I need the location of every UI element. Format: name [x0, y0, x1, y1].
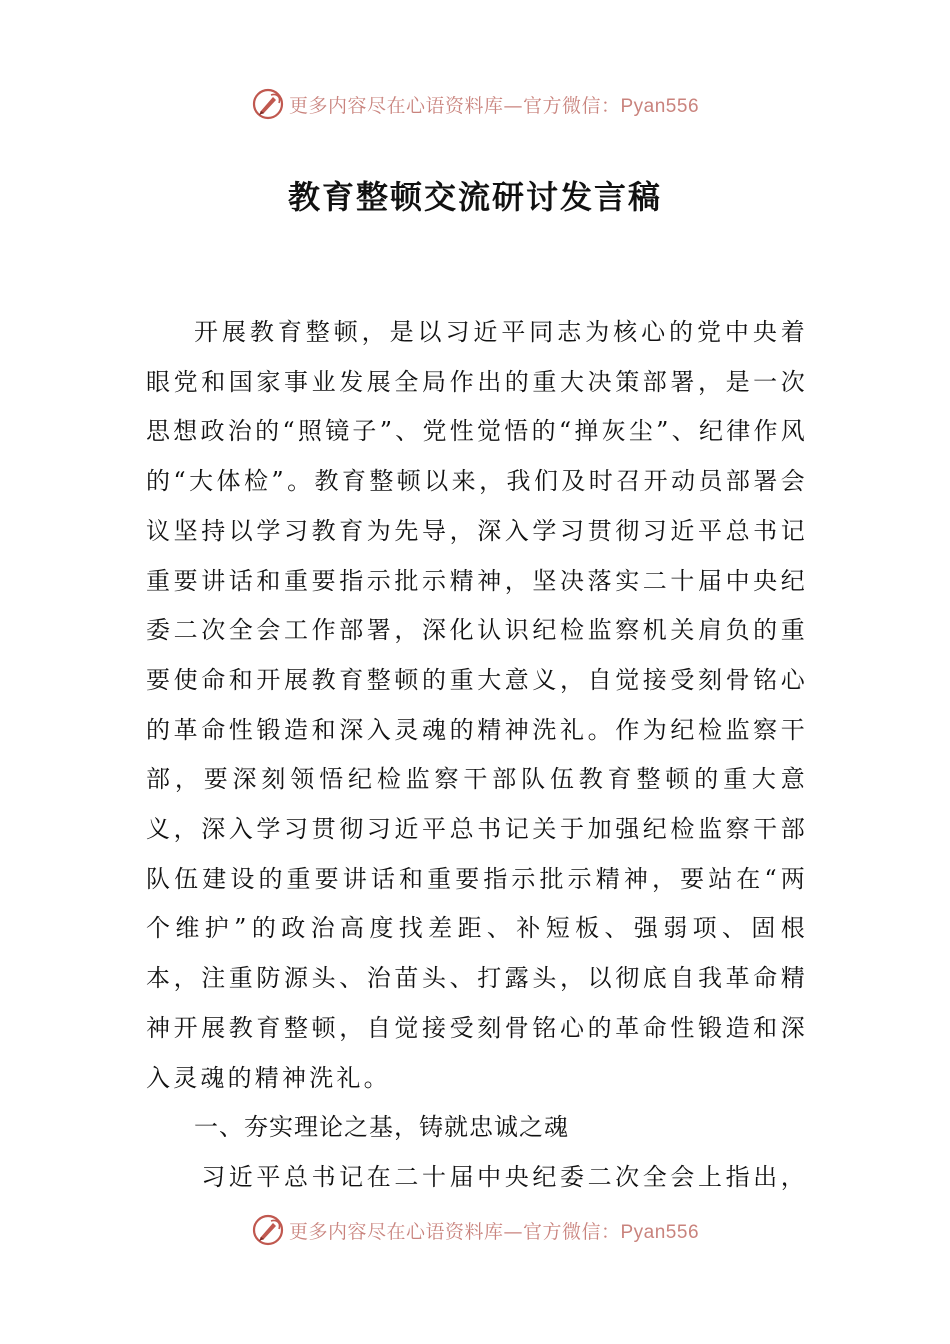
pen-logo-icon	[251, 87, 285, 121]
section-heading-1: 一、夯实理论之基，铸就忠诚之魂	[194, 1113, 569, 1142]
document-body	[146, 308, 808, 1203]
watermark-banner-bottom	[0, 1210, 950, 1250]
watermark-banner-top	[0, 84, 950, 124]
pen-logo-icon	[251, 1213, 285, 1247]
watermark-text: 更多内容尽在心语资料库—官方微信：Pyan556	[288, 1220, 700, 1243]
body-paragraph-2: 习近平总书记在二十届中央纪委二次全会上指出，	[201, 1162, 809, 1191]
body-paragraph-1: 开展教育整顿，是以习近平同志为核心的党中央着眼党和国家事业发展全局作出的重大决策部署，是一次思想政治的“照镜子”、党性觉悟的“掸灰尘”、纪律作风的“大体检”。教育整顿以来，我们及时召开动员部署会议坚持以学习教育为先导，深入学习贯彻习近平总书记重要讲话和重要指示批示精神，坚决落实二十届中央纪委二次全会工作部署，深化认识纪检监察机关肩负的重要使命和开展教育整顿的重大意义，自觉接受刻骨铭心的革命性锻造和深入灵魂的精神洗礼。作为纪检监察干部，要深刻领悟纪检监察干部队伍教育整顿的重大意义，深入学习贯彻习近平总书记关于加强纪检监察干部队伍建设的重要讲话和重要指示批示精神，要站在“两个维护”的政治高度找差距、补短板、强弱项、固根本，注重防源头、治苗头、打露头，以彻底自我革命精神开展教育整顿，自觉接受刻骨铭心的革命性锻造和深入灵魂的精神洗礼。	[146, 318, 808, 1092]
watermark-text: 更多内容尽在心语资料库—官方微信：Pyan556	[288, 94, 700, 117]
document-title: 教育整顿交流研讨发言稿	[287, 178, 662, 216]
